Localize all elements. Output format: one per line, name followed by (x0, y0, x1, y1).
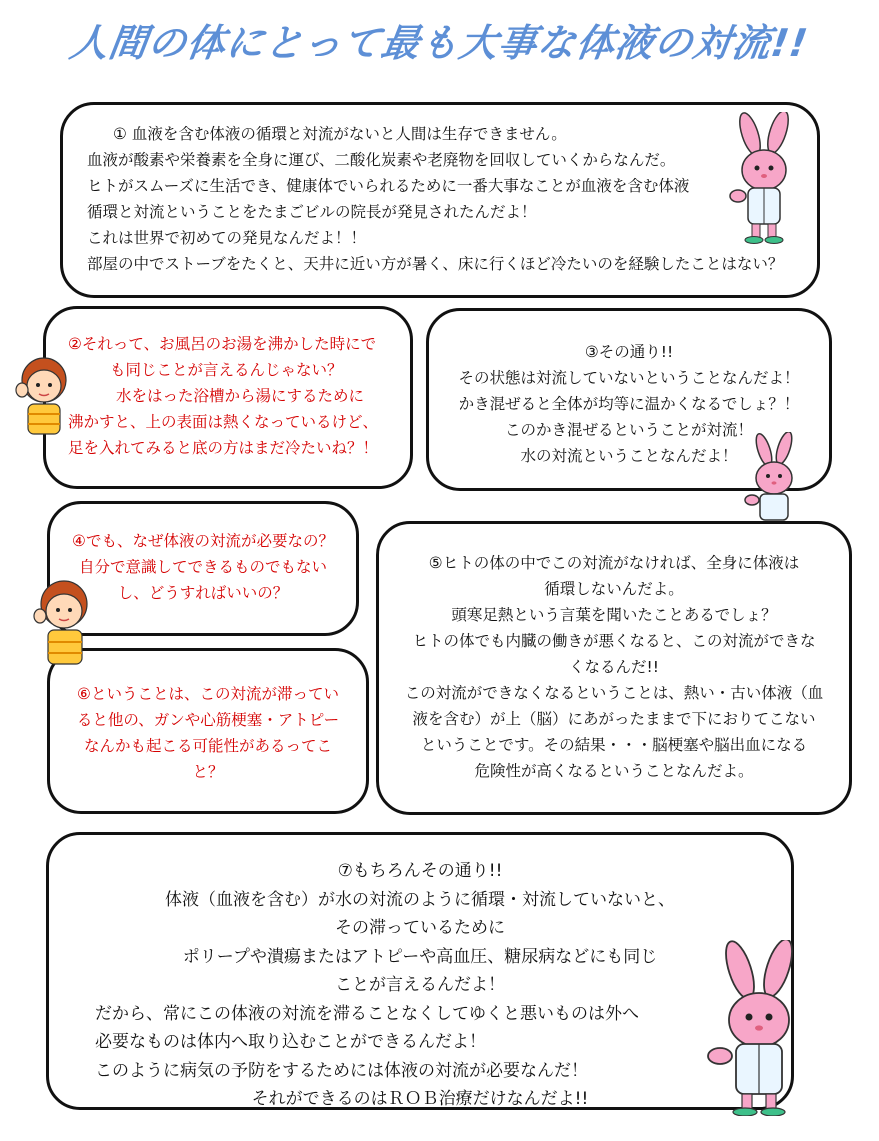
rabbit-doctor-icon (700, 940, 818, 1116)
text-line: このように病気の予防をするためには体液の対流が必要なんだ！ (95, 1060, 588, 1081)
text-line: 足を入れてみると底の方はまだ冷たいね？！ (68, 439, 379, 457)
text-line: 頭寒足熱という言葉を聞いたことあるでしょ？ (451, 606, 777, 624)
girl-thinking-icon (28, 576, 96, 668)
text-line: ヒトの体でも内臓の働きが悪くなると、この対流ができな (412, 632, 816, 650)
text-line: 水をはった浴槽から湯にするために (116, 387, 365, 405)
text-line: それができるのはＲＯＢ治療だけなんだよ!! (251, 1089, 589, 1109)
rabbit-doctor-icon (722, 112, 808, 244)
text-line: ⑤ヒトの体の中でこの対流がなければ、全身に体液は (428, 554, 800, 572)
text-line: ③その通り!! (584, 343, 674, 361)
speech-bubble-5 (376, 521, 852, 815)
text-line: 循環しないんだよ。 (544, 580, 684, 598)
text-line: ヒトがスムーズに生活でき、健康体でいられるために一番大事なことが血液を含む体液 (87, 177, 690, 195)
text-line: 循環と対流ということをたまごビルの院長が発見されたんだよ！ (87, 203, 537, 221)
text-line: 自分で意識してできるものでもない (78, 558, 327, 576)
text-line: 血液が酸素や栄養素を全身に運び、二酸化炭素や老廃物を回収していくからなんだ。 (87, 151, 676, 169)
text-line: その滞っているために (335, 918, 505, 938)
speech-bubble-2 (43, 306, 413, 489)
text-line: ポリープや潰瘍またはアトピーや高血圧、糖尿病などにも同じ (182, 946, 658, 967)
text-line: と？ (192, 763, 224, 781)
text-line: ① 血液を含む体液の循環と対流がないと人間は生存できません。 (113, 125, 567, 143)
text-line: だから、常にこの体液の対流を滞ることなくしてゆくと悪いものは外へ (95, 1003, 639, 1024)
girl-thinking-icon (10, 352, 74, 438)
text-line: 必要なものは体内へ取り込むことができるんだよ！ (95, 1032, 486, 1052)
text-line: この対流ができなくなるということは、熱い・古い体液（血 (404, 684, 824, 702)
rabbit-doctor-icon (742, 432, 806, 522)
text-line: ④でも、なぜ体液の対流が必要なの？ (72, 532, 334, 550)
text-line: ということです。その結果・・・脳梗塞や脳出血になる (420, 736, 808, 754)
text-line: くなるんだ!! (569, 658, 659, 676)
speech-bubble-6 (47, 648, 369, 814)
text-line: ②それって、お風呂のお湯を沸かした時にで (68, 335, 377, 353)
text-line: なんかも起こる可能性があるってこ (83, 737, 332, 755)
text-line: し、どうすればいいの？ (117, 584, 289, 602)
text-line: も同じことが言えるんじゃない？ (110, 361, 343, 379)
text-line: ⑦もちろんその通り!! (337, 861, 503, 881)
text-line: 水の対流ということなんだよ！ (520, 447, 738, 465)
speech-bubble-1 (60, 102, 820, 298)
text-line: これは世界で初めての発見なんだよ！！ (87, 229, 367, 247)
text-line: 沸かすと、上の表面は熱くなっているけど、 (68, 413, 379, 431)
text-line: このかき混ぜるということが対流！ (504, 421, 753, 439)
text-line: ことが言えるんだよ！ (335, 975, 505, 995)
text-line: その状態は対流していないということなんだよ！ (458, 369, 800, 387)
text-line: 危険性が高くなるということなんだよ。 (474, 762, 754, 780)
text-line: 体液（血液を含む）が水の対流のように循環・対流していないと、 (165, 889, 675, 910)
speech-bubble-7 (46, 832, 794, 1110)
text-line: ると他の、ガンや心筋梗塞・アトピー (76, 711, 340, 729)
page-title: 人間の体にとって最も大事な体液の対流!! (66, 21, 812, 65)
text-line: 部屋の中でストーブをたくと、天井に近い方が暑く、床に行くほど冷たいのを経験したことはない？ (87, 255, 784, 273)
text-line: かき混ぜると全体が均等に温かくなるでしょ？！ (458, 395, 800, 413)
text-line: ⑥ということは、この対流が滞ってい (77, 685, 339, 703)
text-line: 液を含む）が上（脳）にあがったままで下におりてこない (412, 710, 816, 728)
